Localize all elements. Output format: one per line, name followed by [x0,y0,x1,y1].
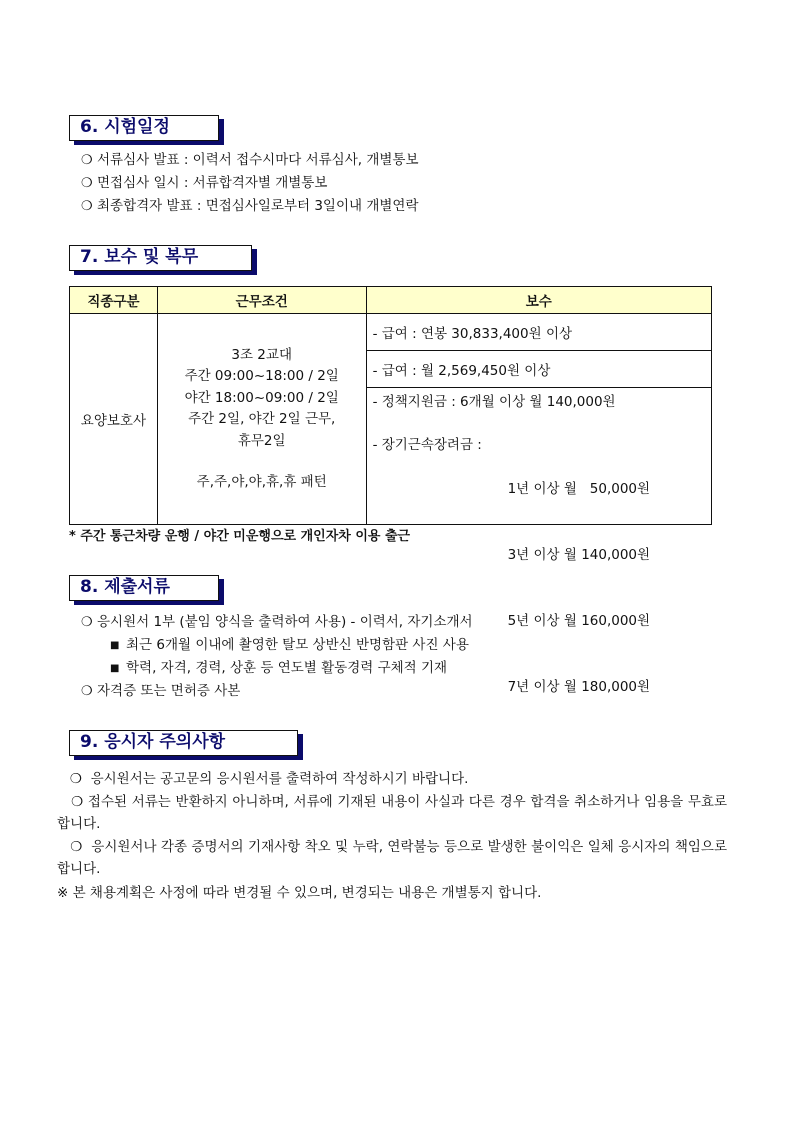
section-8-title: 8. 제출서류 [69,575,219,601]
table-note: * 주간 통근차량 운행 / 야간 미운행으로 개인자차 이용 출근 [69,529,411,544]
circle-bullet-icon: ❍ [81,615,93,630]
pay-monthly: - 급여 : 월 2,569,450원 이상 [366,351,711,388]
header-pay: 보수 [366,287,711,314]
circle-bullet-icon: ❍ [81,153,93,168]
list-item: ❍ 면접심사 일시 : 서류합격자별 개별통보 [81,175,328,191]
circle-bullet-icon: ❍ [71,794,84,810]
circle-bullet-icon: ❍ [81,199,93,214]
header-condition: 근무조건 [157,287,366,314]
list-item: ❍ 서류심사 발표 : 이력서 접수시마다 서류심사, 개별통보 [81,152,419,168]
section-6-title: 6. 시험일정 [69,115,219,141]
square-bullet-icon: ■ [110,663,120,674]
job-cell: 요양보호사 [70,314,158,525]
circle-bullet-icon: ❍ [81,176,93,191]
circle-bullet-icon: ❍ [81,684,93,699]
list-item: ❍ 자격증 또는 면허증 사본 [81,683,241,699]
notice-paragraph: ※ 본 채용계획은 사정에 따라 변경될 수 있으며, 변경되는 내용은 개별통지 합니다. [57,885,542,901]
list-item: ■ 최근 6개월 이내에 촬영한 탈모 상반신 반명함판 사진 사용 [110,637,469,653]
notice-paragraph: ❍ 응시원서는 공고문의 응시원서를 출력하여 작성하시기 바랍니다. [69,771,469,787]
pay-allowance: - 정책지원금 : 6개월 이상 월 140,000원 - 장기근속장려금 : 1년 이상 월 50,000원 3년 이상 월 140,000원 5년 이상 월 160,000원 7년 이상 월 180,000원 [366,388,711,525]
list-item: ■ 학력, 자격, 경력, 상훈 등 연도별 활동경력 구체적 기재 [110,660,448,676]
square-bullet-icon: ■ [110,640,120,651]
section-7-title: 7. 보수 및 복무 [69,245,252,271]
pay-annual: - 급여 : 연봉 30,833,400원 이상 [366,314,711,351]
circle-bullet-icon: ❍ [69,771,82,787]
condition-cell: 3조 2교대 주간 09:00~18:00 / 2일 야간 18:00~09:00 / 2일 주간 2일, 야간 2일 근무, 휴무2일 주,주,야,야,휴,휴 패턴 [157,314,366,525]
header-job: 직종구분 [70,287,158,314]
notice-paragraph: ❍ 접수된 서류는 반환하지 아니하며, 서류에 기재된 내용이 사실과 다른 경우 합격을 취소하거나 임용을 무효로 합니다. [57,794,728,832]
notice-paragraph: ❍ 응시원서나 각종 증명서의 기재사항 착오 및 누락, 연락불능 등으로 발생한 불이익은 일체 응시자의 책임으로 합니다. [57,839,727,877]
section-9-title: 9. 응시자 주의사항 [69,730,298,756]
list-item: ❍ 응시원서 1부 (붙임 양식을 출력하여 사용) - 이력서, 자기소개서 [81,614,473,630]
list-item: ❍ 최종합격자 발표 : 면접심사일로부터 3일이내 개별연락 [81,198,419,214]
circle-bullet-icon: ❍ [70,839,83,855]
